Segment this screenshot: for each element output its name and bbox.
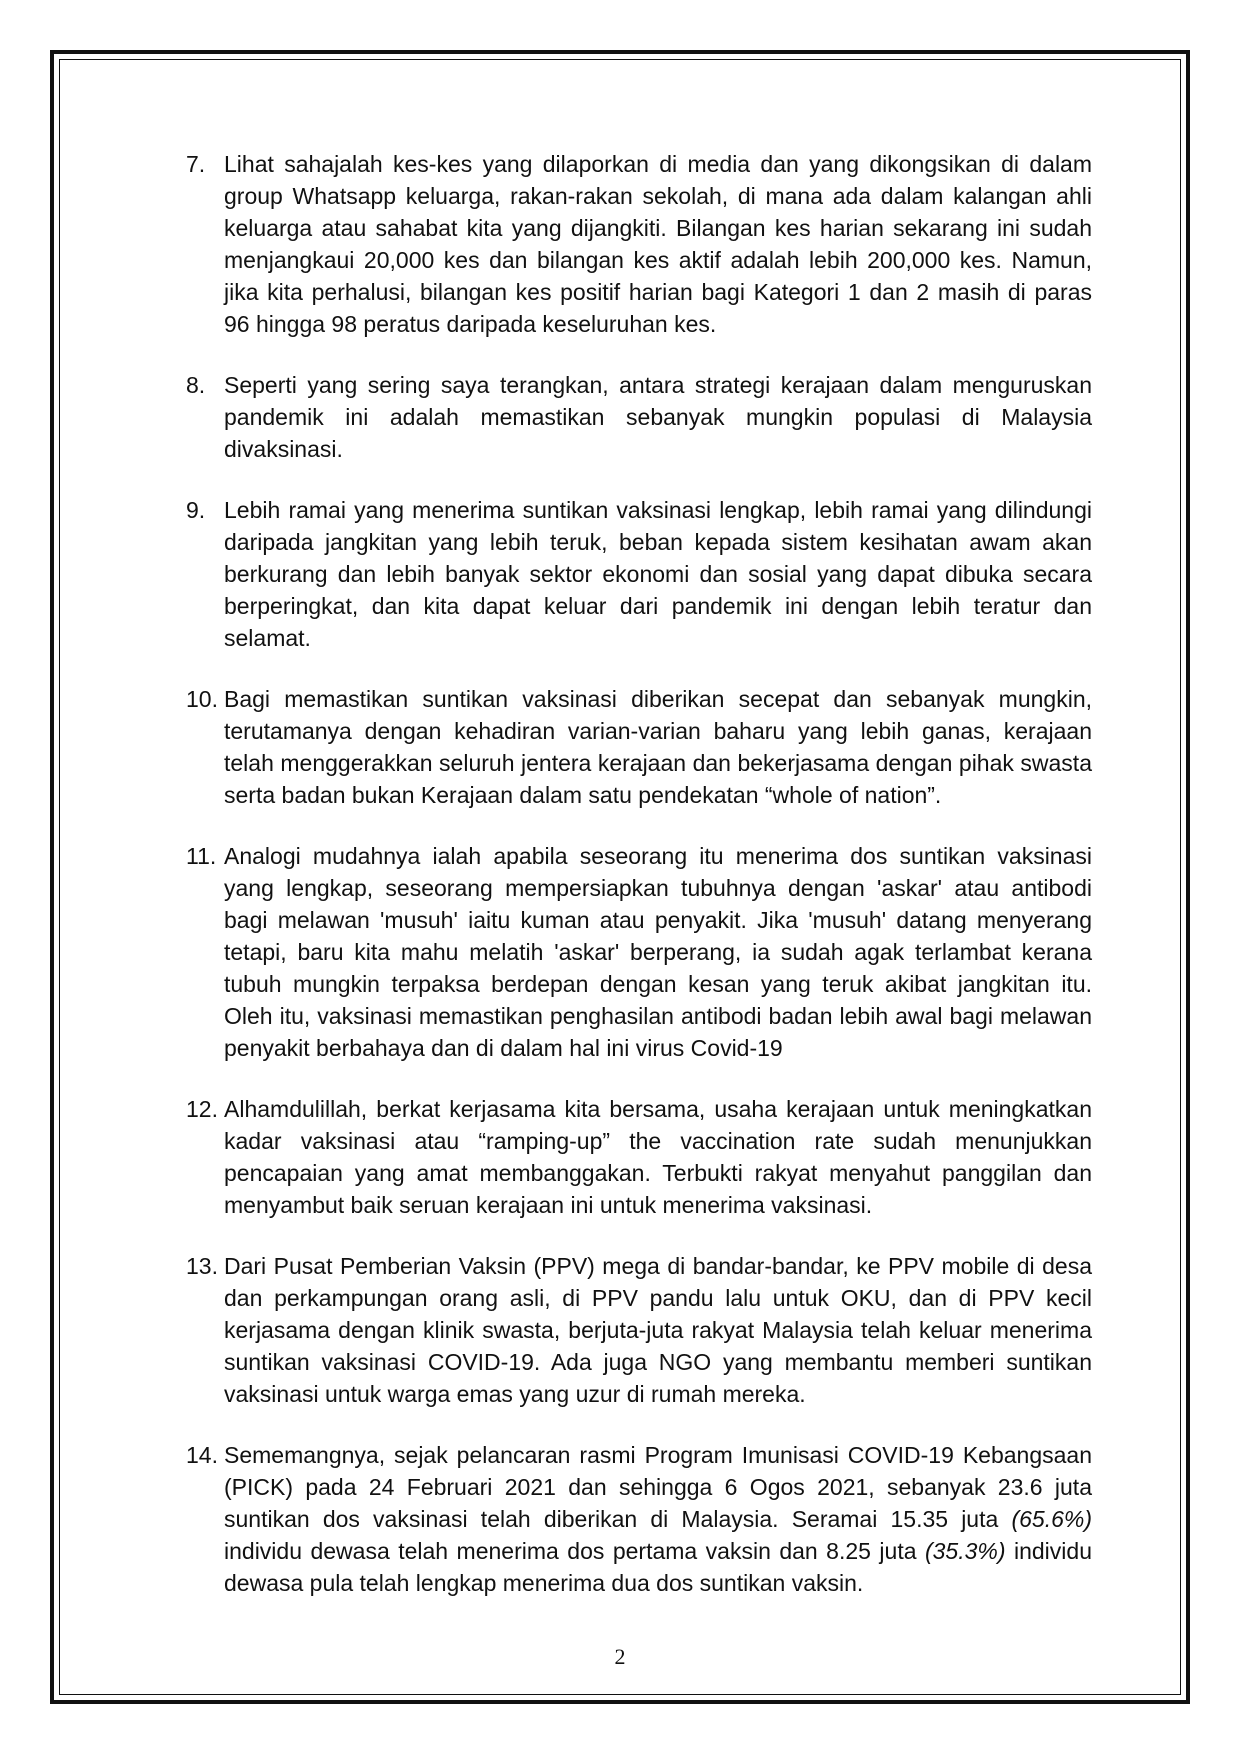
paragraph-11 bbox=[186, 840, 1092, 1064]
paragraph-text: Alhamdulillah, berkat kerjasama kita bersama, usaha kerajaan untuk meningkatkan kadar vaksinasi atau “ramping-up” the vaccination rate sudah menunjukkan pencapaian yang amat membanggakan. Terbukti rakyat menyahut panggilan dan menyambut baik seruan kerajaan ini untuk menerima vaksinasi. bbox=[224, 1096, 1092, 1218]
document-body bbox=[186, 148, 1092, 1628]
paragraph-8 bbox=[186, 369, 1092, 465]
paragraph-10 bbox=[186, 683, 1092, 811]
paragraph-number: 7. bbox=[186, 151, 206, 177]
paragraph-9 bbox=[186, 494, 1092, 654]
paragraph-number: 8. bbox=[186, 372, 206, 398]
paragraph-text-segment: individu dewasa pula telah lengkap menerima dua dos suntikan vaksin. bbox=[224, 1538, 1092, 1596]
paragraph-7 bbox=[186, 148, 1092, 340]
percentage-full-dose: (35.3%) bbox=[924, 1538, 1006, 1564]
paragraph-text: Bagi memastikan suntikan vaksinasi diberikan secepat dan sebanyak mungkin, terutamanya dengan kehadiran varian-varian baharu yang lebih ganas, kerajaan telah menggerakkan seluruh jentera kerajaan dan bekerjasama dengan pihak swasta serta badan bukan Kerajaan dalam satu pendekatan “whole of nation”. bbox=[224, 686, 1092, 808]
percentage-first-dose: (65.6%) bbox=[1011, 1506, 1092, 1532]
paragraph-13 bbox=[186, 1250, 1092, 1410]
paragraph-text: Dari Pusat Pemberian Vaksin (PPV) mega di bandar-bandar, ke PPV mobile di desa dan perkampungan orang asli, di PPV pandu lalu untuk OKU, dan di PPV kecil kerjasama dengan klinik swasta, berjuta-juta rakyat Malaysia telah keluar menerima suntikan vaksinasi COVID-19. Ada juga NGO yang membantu memberi suntikan vaksinasi untuk warga emas yang uzur di rumah mereka. bbox=[224, 1253, 1092, 1407]
paragraph-number: 13. bbox=[186, 1253, 218, 1279]
paragraph-14 bbox=[186, 1439, 1092, 1599]
paragraph-text-segment: Sememangnya, sejak pelancaran rasmi Program Imunisasi COVID-19 Kebangsaan (PICK) pada 24 Februari 2021 dan sehingga 6 Ogos 2021, sebanyak 23.6 juta suntikan dos vaksinasi telah diberikan di Malaysia. Seramai 15.35 juta bbox=[224, 1442, 1092, 1532]
paragraph-number: 12. bbox=[186, 1096, 218, 1122]
paragraph-text: Lihat sahajalah kes-kes yang dilaporkan di media dan yang dikongsikan di dalam group Whatsapp keluarga, rakan-rakan sekolah, di mana ada dalam kalangan ahli keluarga atau sahabat kita yang dijangkiti. Bilangan kes harian sekarang ini sudah menjangkaui 20,000 kes dan bilangan kes aktif adalah lebih 200,000 kes. Namun, jika kita perhalusi, bilangan kes positif harian bagi Kategori 1 dan 2 masih di paras 96 hingga 98 peratus daripada keseluruhan kes. bbox=[224, 151, 1092, 337]
paragraph-number: 10. bbox=[186, 686, 218, 712]
paragraph-text: Analogi mudahnya ialah apabila seseorang itu menerima dos suntikan vaksinasi yang lengkap, seseorang mempersiapkan tubuhnya dengan 'askar' atau antibodi bagi melawan 'musuh' iaitu kuman atau penyakit. Jika 'musuh' datang menyerang tetapi, baru kita mahu melatih 'askar' berperang, ia sudah agak terlambat kerana tubuh mungkin terpaksa berdepan dengan kesan yang teruk akibat jangkitan itu. Oleh itu, vaksinasi memastikan penghasilan antibodi badan lebih awal bagi melawan penyakit berbahaya dan di dalam hal ini virus Covid-19 bbox=[224, 843, 1092, 1061]
paragraph-number: 9. bbox=[186, 497, 206, 523]
page-number: 2 bbox=[614, 1644, 626, 1669]
paragraph-text: Lebih ramai yang menerima suntikan vaksinasi lengkap, lebih ramai yang dilindungi daripada jangkitan yang lebih teruk, beban kepada sistem kesihatan awam akan berkurang dan lebih banyak sektor ekonomi dan sosial yang dapat dibuka secara berperingkat, dan kita dapat keluar dari pandemik ini dengan lebih teratur dan selamat. bbox=[224, 497, 1092, 651]
paragraph-number: 11. bbox=[186, 843, 217, 869]
paragraph-text bbox=[224, 1439, 1092, 1599]
paragraph-text: Seperti yang sering saya terangkan, antara strategi kerajaan dalam menguruskan pandemik ini adalah memastikan sebanyak mungkin populasi di Malaysia divaksinasi. bbox=[224, 372, 1092, 462]
paragraph-12 bbox=[186, 1093, 1092, 1221]
paragraph-number: 14. bbox=[186, 1442, 218, 1468]
paragraph-text-segment: individu dewasa telah menerima dos pertama vaksin dan 8.25 juta bbox=[224, 1538, 925, 1564]
